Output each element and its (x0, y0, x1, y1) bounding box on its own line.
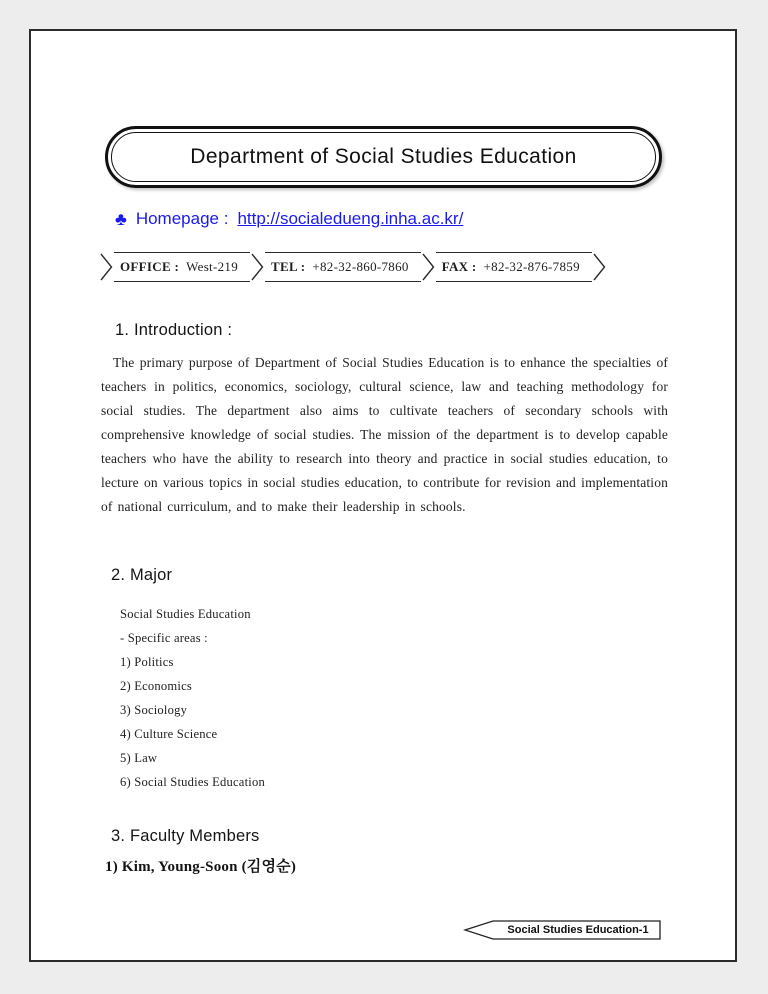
faculty-heading: 3. Faculty Members (111, 827, 260, 845)
major-list-item: 3) Sociology (120, 703, 188, 717)
major-list-item: Social Studies Education (120, 607, 251, 621)
major-list-item: 6) Social Studies Education (120, 775, 265, 789)
major-list-item: 5) Law (120, 751, 158, 765)
contact-banner (99, 252, 607, 282)
major-list (120, 602, 265, 794)
faculty-member-name: 1) Kim, Young-Soon (김영순) (105, 859, 297, 875)
page-footer-banner (463, 919, 663, 941)
chevron-right-icon (421, 252, 436, 282)
major-list-item: 2) Economics (120, 679, 192, 693)
title-capsule (105, 126, 662, 188)
introduction-paragraph: The primary purpose of Department of Social Studies Education is to enhance the specialties of teachers in politics, economics, sociology, cultural science, law and teaching methodology for social studies. The department also aims to cultivate teachers of secondary schools with comprehensive knowledge of social studies. The mission of the department is to develop capable teachers who have the ability to research into theory and practice in social studies education, to lecture on various topics in social studies education, to contribute for revision and implementation of national curriculum, and to make their leadership in schools. (101, 355, 668, 515)
title-capsule-inner (111, 132, 656, 182)
office-label: OFFICE : (120, 259, 180, 274)
contact-office (114, 252, 250, 282)
page-border-frame (29, 29, 737, 962)
contact-tel (265, 252, 421, 282)
homepage-label: Homepage : (135, 209, 229, 228)
major-list-item: 4) Culture Science (120, 727, 218, 741)
contact-fax (436, 252, 592, 282)
chevron-right-icon (99, 252, 114, 282)
introduction-heading: 1. Introduction : (115, 321, 233, 339)
tel-label: TEL : (271, 259, 306, 274)
tel-value: +82-32-860-7860 (312, 259, 409, 274)
major-list-item: 1) Politics (120, 655, 174, 669)
fax-value: +82-32-876-7859 (483, 259, 580, 274)
fax-label: FAX : (441, 259, 477, 274)
club-icon: ♣ (115, 209, 127, 229)
homepage-row (115, 209, 463, 229)
office-value: West-219 (186, 259, 238, 274)
homepage-link[interactable]: http://socialedueng.inha.ac.kr/ (237, 209, 464, 228)
chevron-right-icon (250, 252, 265, 282)
footer-page-label: Social Studies Education-1 (507, 924, 649, 936)
chevron-right-icon (592, 252, 607, 282)
page-title: Department of Social Studies Education (190, 145, 577, 168)
major-list-item: - Specific areas : (120, 631, 208, 645)
major-heading: 2. Major (111, 566, 173, 584)
